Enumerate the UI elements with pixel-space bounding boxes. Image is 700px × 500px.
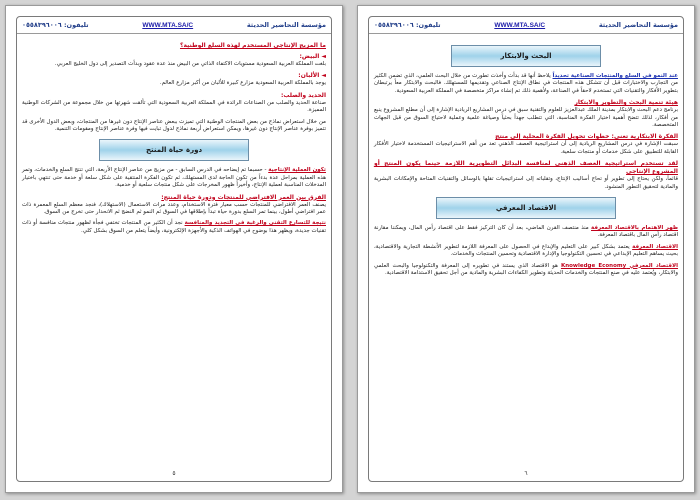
paragraph-text: - حسبما تم إيضاحه في الدرس السابق - من مزيج من عناصر الإنتاج الأربعة، التي تنتج السلع والخدمات، وتمر هذه العملية بمراحل عدة بدءاً من تكون الحاجة لدى المستهلك، ثم تكون الفكرة المنتقية على شكل سلعة أو خدمة حتى تنتهي باختيار المدخلات المناسبة لعملية الإنتاج، وأخيراً ظهور المخرجات على شكل منتجات سلعية أو خدمية. <box>22 167 326 189</box>
header-org: مؤسسة التحاضير الحديثة <box>246 21 326 29</box>
paragraph <box>374 244 678 259</box>
paragraph <box>22 220 326 235</box>
paragraph-lead: الاقتصاد المعرفة <box>632 243 678 250</box>
subheading: الفكرة الابتكارية تعني: خطوات تحويل الفكرة المحلية إلى منتج <box>495 133 678 141</box>
page-frame <box>16 16 332 482</box>
paragraph-lead: تكون العملية الإنتاجية <box>268 167 326 174</box>
page-header <box>17 17 331 34</box>
section-banner-knowledge-economy: الاقتصاد المعرفي <box>436 197 616 219</box>
subheading: ◄ الألبان: <box>298 72 326 80</box>
page-body <box>22 39 326 463</box>
page-right <box>357 5 695 493</box>
paragraph: يوجد بالمملكة العربية السعودية مزارع كبيرة للألبان من أكبر مزارع العالم. <box>159 80 326 87</box>
subheading: الفرق بين العمر الافتراضي للمنتجات ودورة حياة المنتج: <box>161 193 326 201</box>
paragraph-text: يلاحظ أنها قد بدأت وأخذت تطورت من خلال البحث العلمي، الذي تضمن الكثير من التجارب والاختبارات قبل أن تتشكل هذه المنتجات في نطاق الإنتاج الصناعي وتقديمها للمستهلك. فالبحث والابتكار معاً يرتبطان بتطوير الأفكار والتقنيات التي تستخدم لاحقاً في الصناعة، ولأهمية ذلك تم إنشاء مراكز متخصصة في المملكة العربية السعودية. <box>374 73 678 94</box>
section-banner-research: البحث والابتكار <box>451 45 601 67</box>
subheading: لقد تستخدم استراتيجية العصف الذهني لمنافسة البدائل التطويرية اللازمة حينما يكون المنتج أو المشروع الإنتاجي <box>374 160 678 176</box>
paragraph-lead: الاقتصاد المعرفي Knowledge Economy <box>560 262 679 269</box>
page-number: ٥ <box>172 470 176 477</box>
paragraph <box>374 263 678 278</box>
subheading: هيئة تنمية البحث والتطوير والابتكار <box>574 99 678 107</box>
header-phone: تليفون: ٠٥٥٨٣٩٦٠٠٦ <box>374 21 441 29</box>
paragraph: قائماً، ولكن يحتاج إلى تطوير أو تحاج أساليب الإنتاج، وتقلباته إلى استراتيجيات تقلها بالوسائل والتقنيات المتاحة والإمكانات البشرية والمادية لتحقيق التطور المنشود. <box>374 176 678 190</box>
paragraph-lead: عند النمو في السلع والمنتجات الصناعية تحديداً <box>552 73 678 79</box>
page-frame <box>368 16 684 482</box>
page-body <box>374 39 678 463</box>
paragraph-lead: نتيجة للتسارع التقني والرغبة في التجديد والمنافسة <box>184 220 326 227</box>
page-title: ما المزيج الإنتاجي المستخدم لهذه السلع الوطنية؟ <box>179 42 326 49</box>
header-phone: تليفون: ٠٥٥٨٣٩٦٠٠٦ <box>22 21 89 29</box>
paragraph: بلغت المملكة العربية السعودية مستويات الاكتفاء الذاتي من البيض منذ عدة عقود وبدأت التصدير إلى دول الخليج العربي. <box>54 61 326 67</box>
paragraph <box>22 167 326 189</box>
paragraph: من خلال استعراض نماذج من بعض المنتجات الوطنية التي تميزت ببعض عناصر الإنتاج دون غيرها من المنتجات، وبعض الدول الأخرى قد تتميز بوفرة عناصر الإنتاج دون غيرها، ويمكن استعراض أربعة نماذج لدول تبايت فيها وفرة عناصر الإنتاج ومقومات التنمية. <box>22 118 326 133</box>
header-url[interactable]: WWW.MTA.SA/C <box>142 21 194 29</box>
subheading: ◄ البيض: <box>299 53 326 60</box>
paragraph-lead: ظهر الاهتمام بالاقتصاد المعرفة <box>591 225 679 232</box>
paragraph: يصنف العمر الافتراضي للمنتجات حسب معيار فترة الاستخدام، وعدد مرات الاستعمال (الاستهلاك)، فنجد معظم السلع المعمرة ذات عمر افتراضي أطول، بينما تمر السلع بدورة حياة تبدأ بإطلاقها في السوق ثم النمو ثم النضج ثم الانحدار حتى تخرج من السوق. <box>22 201 326 216</box>
section-banner-product-lifecycle: دورة حياة المنتج <box>99 139 249 161</box>
page-left <box>5 5 343 493</box>
paragraph-text: نجد أن الكثير من المنتجات تختفي فجأة لظهور منتجات منافسة أو ذات تقنيات جديدة، ويظهر هذا بوضوح في الهواتف الذكية والأجهزة الإلكترونية، وأيضاً يتعلم من السوق بشكل كلي. <box>22 220 326 234</box>
header-org: مؤسسة التحاضير الحديثة <box>598 21 678 29</box>
paragraph: برنامج دعم البحث والابتكار بمدينة الملك عبدالعزيز للعلوم والتقنية سبق في درس المشاريع الريادية الإشارة إلى أن مطلع المشروع ينبع من أفكار، لذلك تتضح أهمية اختيار الفكرة المناسبة، التي تتطلب جهداً بحثياً وصياغة علمية وعملية لاحتياج السوق من قبل الجهات المتخصصة. <box>374 107 678 129</box>
paragraph-text: منذ منتصف القرن الماضي، بعد أن كان التركيز فقط على اقتصاد رأس المال، ويمكننا مقارنة اقتصاد رأس المال باقتصاد المعرفة. <box>374 225 678 239</box>
page-number: ٦ <box>524 470 528 477</box>
paragraph: صناعة الحديد والصلب من الصناعات الرائدة في المملكة العربية السعودية التي تألقت شهرتها من خلال مجموعة من الشركات الوطنية المميزة. <box>22 99 326 114</box>
paragraph <box>374 73 678 95</box>
subheading: الحديد والصلب: <box>280 91 326 99</box>
paragraph-text: هو الاقتصاد الذي يستند في تطويره إلى المعرفة والتكنولوجيا والبحث العلمي والابتكار، ويُعتمد عليه في صنع المنتجات والخدمات الحديثة وتطوير الكفاءات البشرية والمادية من أجل تحقيق الاستدامة الاقتصادية. <box>374 262 678 277</box>
paragraph: سبقت الإشارة في درس المشاريع الريادية إلى أن استراتيجية العصف الذهني تعد من أهم الاستراتيجيات المستخدمة لاختيار الأفكار القابلة للتطبيق على شكل خدمات أو منتجات سلعية. <box>374 141 678 155</box>
paragraph-text: يعتمد بشكل كبير على التعليم والإبداع في الحصول على المعرفة اللازمة لتطوير الأنشطة التجارية والاقتصادية، بحيث يساهم التعليم الإبداعي في تحسين التكنولوجيا والإدارة الاقتصادية وتحسين المنتجات والخدمات. <box>374 243 678 258</box>
header-url[interactable]: WWW.MTA.SA/C <box>494 21 546 29</box>
paragraph <box>374 225 678 240</box>
page-header <box>369 17 683 34</box>
